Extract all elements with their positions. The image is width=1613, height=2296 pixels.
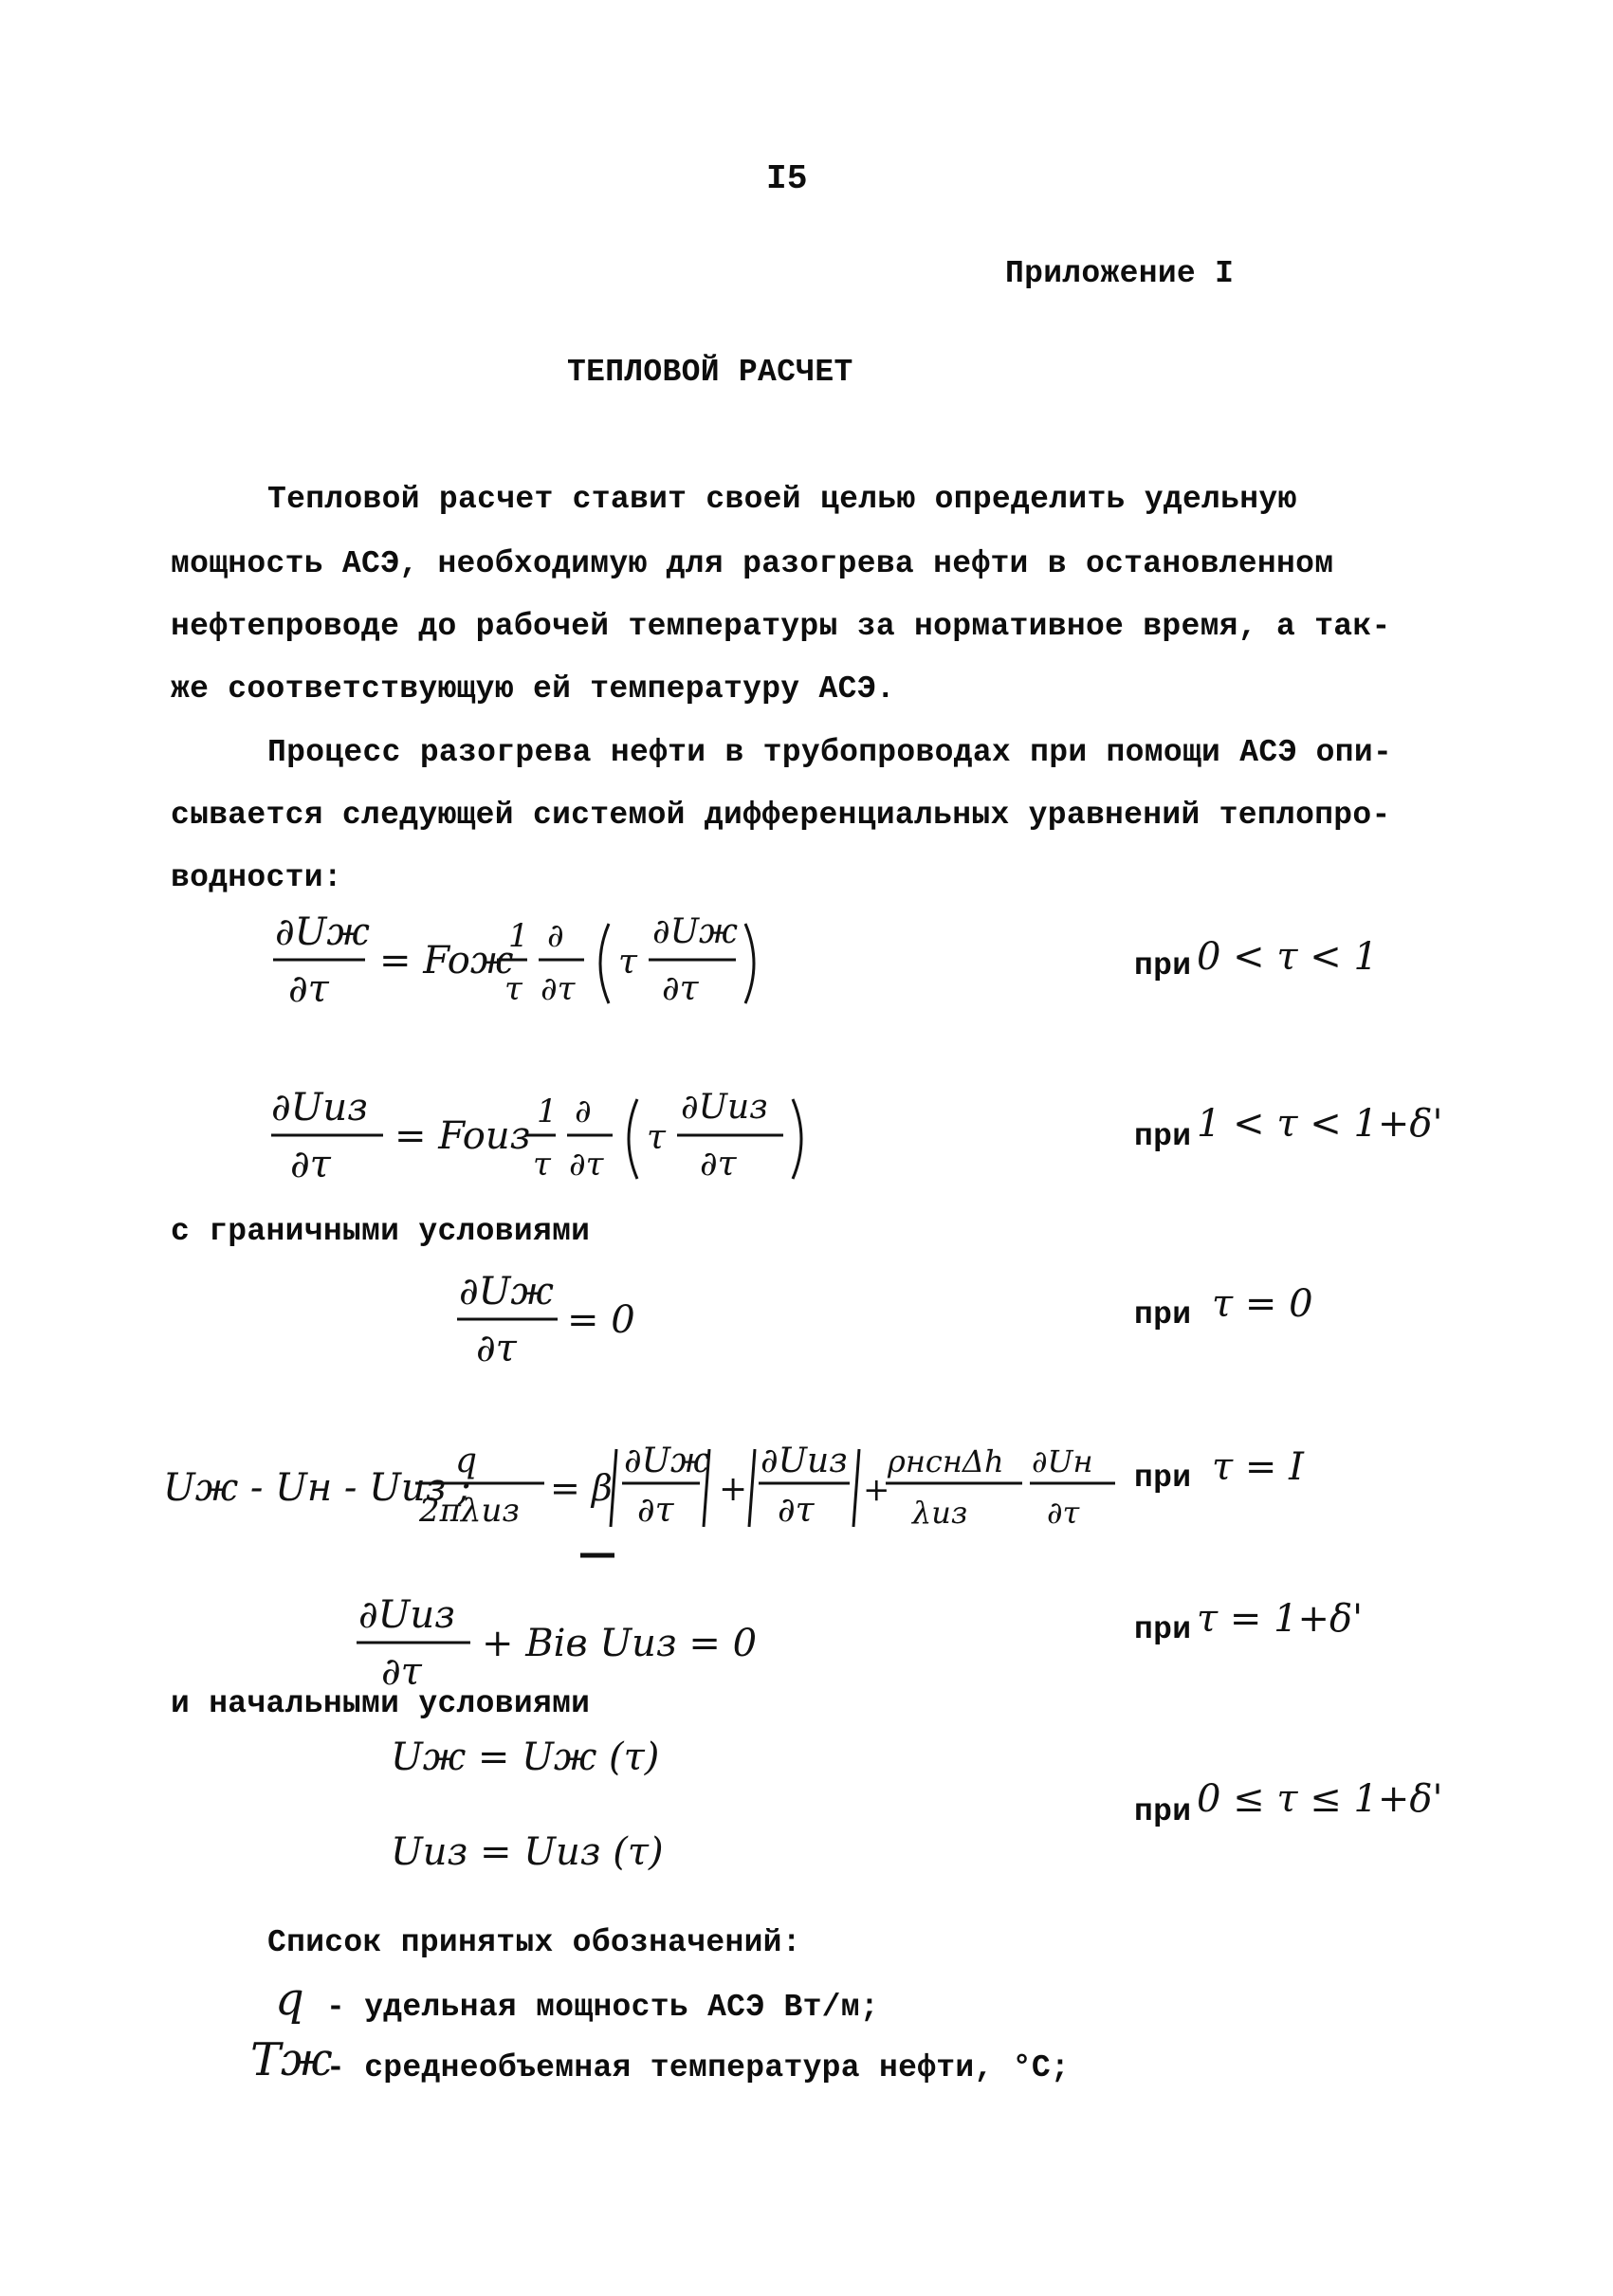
bc2-b-den: ∂τ: [778, 1491, 815, 1530]
notation-symbol: Tж: [250, 2033, 333, 2086]
bc3-num: ∂Uиз: [358, 1593, 455, 1637]
page-number: I5: [766, 159, 808, 198]
eq1-f2-num: ∂: [547, 917, 564, 955]
notation-text: - среднеобъемная температура нефти, °C;: [326, 2050, 1071, 2085]
notation-symbol: q: [275, 1973, 304, 2026]
ic-when-cond: 0 ≤ τ ≤ 1+δ': [1197, 1777, 1443, 1821]
bc2-f1-den: 2πλиз: [419, 1492, 520, 1530]
boundary-label: с граничными условиями: [171, 1214, 591, 1249]
intro-line: мощность АСЭ, необходимую для разогрева нефти в остановленном: [171, 546, 1334, 581]
eq2-lhs-den: ∂τ: [290, 1143, 331, 1186]
bc3-when-cond: τ = 1+δ': [1197, 1597, 1364, 1641]
eq1-when-word: при: [1134, 948, 1192, 983]
bc2-when-word: при: [1134, 1460, 1192, 1496]
bc2-plus1: +: [719, 1470, 748, 1509]
eq2-inner-num: ∂Uиз: [681, 1088, 768, 1127]
process-line: Процесс разогрева нефти в трубопроводах при помощи АСЭ опи-: [267, 735, 1393, 770]
initial-condition-core: Uж = Uж (τ): [391, 1736, 660, 1779]
bc2-a-den: ∂τ: [637, 1491, 674, 1530]
bc3-rhs: + Biв Uиз = 0: [482, 1622, 758, 1665]
eq1-f2-den: ∂τ: [541, 970, 576, 1008]
eq1-lhs-num: ∂Uж: [275, 910, 370, 954]
equation-insulation: [266, 1076, 853, 1195]
bc2-c-num: ρнcнΔh: [888, 1443, 1004, 1479]
process-line: водности:: [171, 860, 342, 895]
eq2-f1-num: 1: [537, 1093, 558, 1130]
eq1-when-cond: 0 < τ < 1: [1197, 935, 1378, 979]
eq2-when-word: при: [1134, 1119, 1192, 1154]
bc3-den: ∂τ: [381, 1650, 422, 1694]
bc1-when-word: при: [1134, 1297, 1192, 1332]
page-title: ТЕПЛОВОЙ РАСЧЕТ: [567, 355, 853, 390]
process-line: сывается следующей системой дифференциальных уравнений теплопро-: [171, 798, 1391, 833]
bc2-eq-beta: = β: [550, 1467, 613, 1509]
bc3-when-word: при: [1134, 1612, 1192, 1647]
notation-text: - удельная мощность АСЭ Вт/м;: [326, 1990, 879, 2025]
intro-line: нефтепроводе до рабочей температуры за нормативное время, а так-: [171, 609, 1391, 644]
eq1-lhs-den: ∂τ: [288, 967, 329, 1011]
eq2-lhs-num: ∂Uиз: [271, 1086, 368, 1130]
bc1-rhs: = 0: [567, 1298, 635, 1342]
bc1-den: ∂τ: [476, 1327, 517, 1370]
initial-condition-insulation: Uиз = Uиз (τ): [391, 1830, 664, 1874]
ic-when-word: при: [1134, 1794, 1192, 1829]
eq1-f1-num: 1: [508, 917, 529, 955]
bc2-lhs: Uж - Uн - Uиз ;: [163, 1466, 471, 1510]
eq1-inner-pre: τ: [618, 943, 637, 982]
bc2-d-num: ∂Uн: [1032, 1443, 1093, 1479]
bc2-plus2: +: [863, 1471, 890, 1509]
bc2-a-num: ∂Uж: [624, 1442, 709, 1480]
appendix-label: Приложение I: [1005, 256, 1235, 291]
bc1-when-cond: τ = 0: [1212, 1282, 1313, 1326]
boundary-condition-outer: [353, 1582, 789, 1700]
eq2-inner-pre: τ: [647, 1118, 666, 1157]
eq2-f2-den: ∂τ: [569, 1146, 604, 1184]
bc2-f1-num: q: [455, 1442, 478, 1480]
bc2-d-den: ∂τ: [1047, 1495, 1080, 1531]
boundary-condition-center: [453, 1257, 700, 1375]
eq1-f1-den: τ: [504, 970, 522, 1008]
eq1-mid: = Foж: [379, 939, 514, 983]
eq2-when-cond: 1 < τ < 1+δ': [1197, 1102, 1443, 1146]
initial-label: и начальными условиями: [171, 1686, 591, 1721]
eq2-f2-num: ∂: [575, 1093, 592, 1130]
equation-core: [266, 901, 834, 1019]
intro-line: же соответствующую ей температуру АСЭ.: [171, 671, 895, 707]
bc1-num: ∂Uж: [459, 1270, 554, 1313]
eq2-inner-den: ∂τ: [700, 1145, 737, 1184]
eq2-mid: = Foиз: [394, 1114, 531, 1158]
boundary-condition-interface: [163, 1423, 1140, 1565]
notation-title: Список принятых обозначений:: [267, 1925, 801, 1960]
bc2-when-cond: τ = I: [1212, 1445, 1304, 1489]
intro-line: Тепловой расчет ставит своей целью определить удельную: [267, 482, 1297, 517]
eq2-f1-den: τ: [533, 1146, 551, 1184]
bc2-b-num: ∂Uиз: [761, 1442, 848, 1480]
eq1-inner-den: ∂τ: [662, 969, 699, 1008]
bc2-c-den: λиз: [912, 1495, 968, 1531]
eq1-inner-num: ∂Uж: [652, 912, 738, 951]
